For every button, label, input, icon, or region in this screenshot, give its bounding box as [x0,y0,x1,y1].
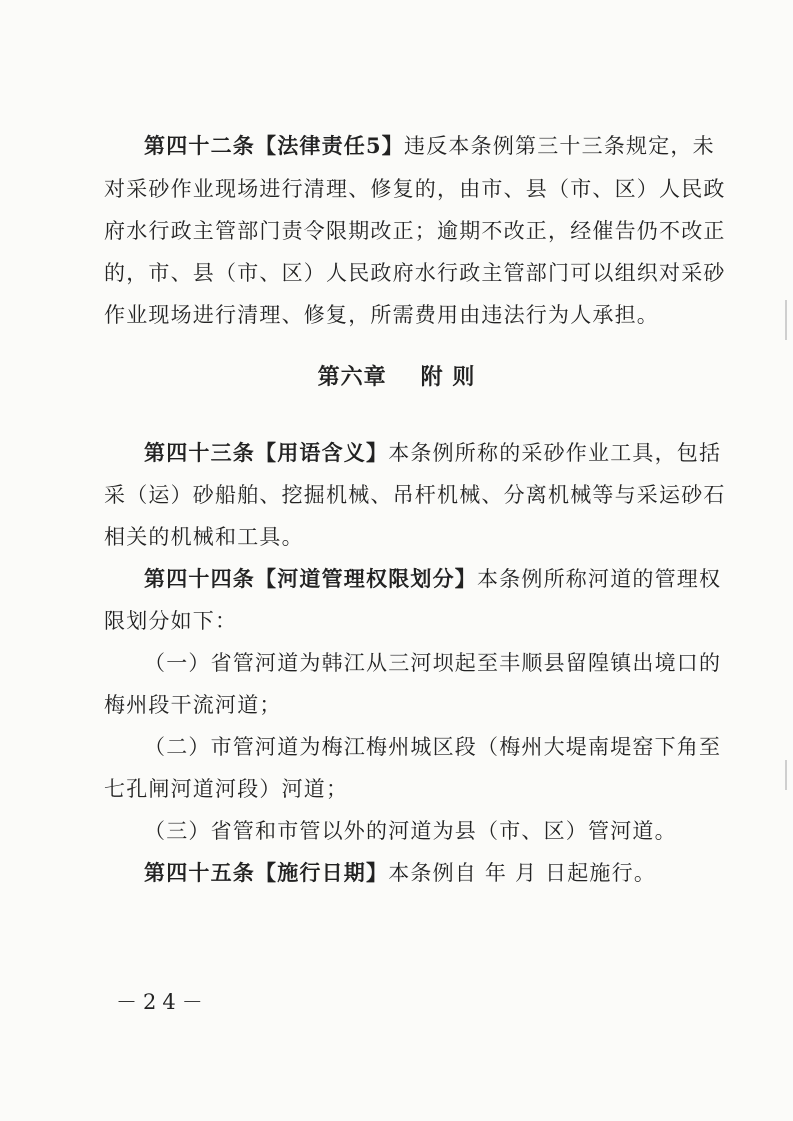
article43-line3: 相关的机械和工具。 [104,525,304,549]
article42-line3: 府水行政主管部门责令限期改正；逾期不改正，经催告仍不改正 [104,219,726,243]
chapter-number: 第六章 [317,364,387,390]
chapter-name: 附 则 [420,364,476,390]
article42-line2: 对采砂作业现场进行清理、修复的，由市、县（市、区）人民政 [104,177,726,201]
page-number: －24－ [116,990,209,1014]
article45-heading: 第四十五条【施行日期】 [144,860,389,885]
article42-text: 违反本条例第三十三条规定，未 [404,134,715,158]
article42-line4: 的，市、县（市、区）人民政府水行政主管部门可以组织对采砂 [104,261,726,285]
article44-item3: （三）省管和市管以外的河道为县（市、区）管河道。 [144,819,677,843]
article44-item1b: 梅州段干流河道； [104,693,282,717]
chapter-title [0,362,793,392]
article42-line1 [144,132,715,160]
article43-line1 [144,439,721,467]
article44-heading: 第四十四条【河道管理权限划分】 [144,566,477,591]
article45-line1 [144,859,656,887]
article44-line2: 限划分如下： [104,609,238,633]
article42-heading: 第四十二条【法律责任5】 [144,133,405,158]
scan-edge-mark [785,300,787,340]
article42-line5: 作业现场进行清理、修复，所需费用由违法行为人承担。 [104,303,659,327]
article44-item1a: （一）省管河道为韩江从三河坝起至丰顺县留隍镇出境口的 [144,651,722,675]
article43-heading: 第四十三条【用语含义】 [144,440,389,465]
article45-text: 本条例自 年 月 日起施行。 [388,861,657,885]
article44-text: 本条例所称河道的管理权 [477,567,722,591]
article43-text: 本条例所称的采砂作业工具，包括 [388,441,722,465]
scan-edge-mark [785,760,787,790]
article44-item2b: 七孔闸河道河段）河道； [104,777,349,801]
article44-line1 [144,565,721,593]
article43-line2: 采（运）砂船舶、挖掘机械、吊杆机械、分离机械等与采运砂石 [104,483,726,507]
article44-item2a: （二）市管河道为梅江梅州城区段（梅州大堤南堤窑下角至 [144,735,722,759]
